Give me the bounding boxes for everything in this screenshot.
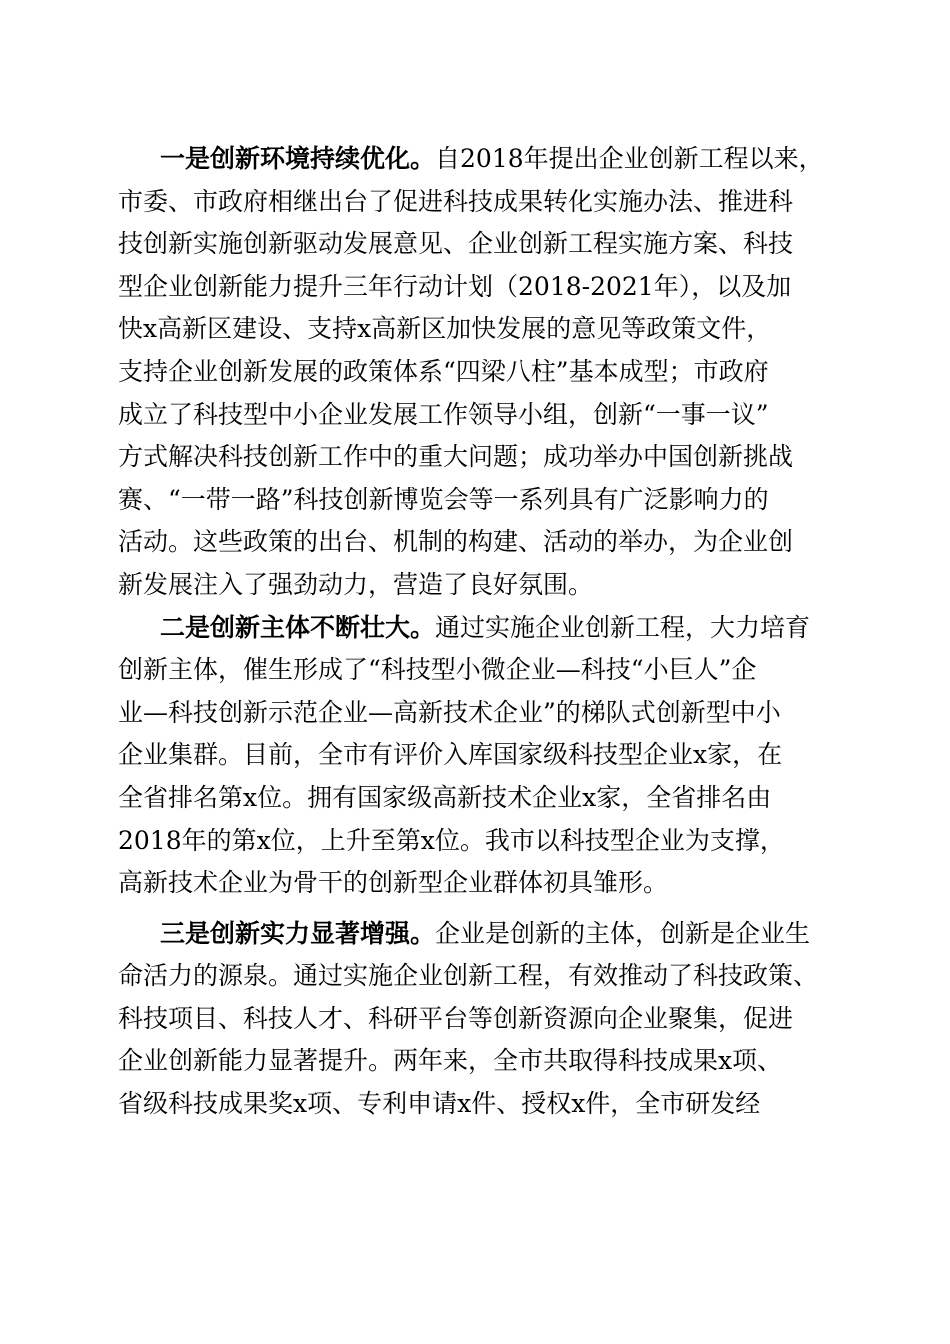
paragraph-innovation-environment <box>118 138 832 607</box>
paragraph-first-line <box>118 607 832 650</box>
paragraph-line: 赛、“一带一路”科技创新博览会等一系列具有广泛影响力的 <box>118 484 769 514</box>
paragraph-text: 通过实施企业创新工程，大力培育 <box>435 612 811 642</box>
paragraph-line: 活动。这些政策的出台、机制的构建、活动的举办，为企业创 <box>118 527 794 557</box>
paragraph-line: 成立了科技型中小企业发展工作领导小组，创新“一事一议” <box>118 399 769 429</box>
paragraph-line: 科技项目、科技人才、科研平台等创新资源向企业聚集，促进 <box>118 1003 794 1033</box>
paragraph-line: 创新主体，催生形成了“科技型小微企业—科技“小巨人”企 <box>118 655 757 685</box>
paragraph-innovation-subjects <box>118 607 832 905</box>
paragraph-line: 快x高新区建设、支持x高新区加快发展的意见等政策文件， <box>118 314 772 344</box>
paragraph-line: 业—科技创新示范企业—高新技术企业”的梯队式创新型中小 <box>118 697 781 727</box>
paragraph-line: 市委、市政府相继出台了促进科技成果转化实施办法、推进科 <box>118 186 794 216</box>
paragraph-heading: 三是创新实力显著增强。 <box>160 918 436 948</box>
paragraph-first-line <box>118 913 832 956</box>
paragraph-line: 企业集群。目前，全市有评价入库国家级科技型企业x家，在 <box>118 740 783 770</box>
paragraph-line: 企业创新能力显著提升。两年来，全市共取得科技成果x项、 <box>118 1046 783 1076</box>
paragraph-line: 命活力的源泉。通过实施企业创新工程，有效推动了科技政策、 <box>118 961 819 991</box>
paragraph-line: 省级科技成果奖x项、专利申请x件、授权x件，全市研发经 <box>118 1089 761 1119</box>
paragraph-text: 企业是创新的主体，创新是企业生 <box>435 918 811 948</box>
paragraph-heading: 一是创新环境持续优化。 <box>160 144 436 173</box>
document-body <box>118 138 832 1126</box>
paragraph-first-line <box>118 138 832 181</box>
paragraph-line: 2018年的第x位，上升至第x位。我市以科技型企业为支撑， <box>118 825 785 855</box>
paragraph-text: 自2018年提出企业创新工程以来， <box>435 144 824 173</box>
paragraph-line: 全省排名第x位。拥有国家级高新技术企业x家，全省排名由 <box>118 782 772 812</box>
paragraph-innovation-strength <box>118 913 832 1126</box>
paragraph-line: 型企业创新能力提升三年行动计划（2018-2021年），以及加 <box>118 271 792 301</box>
paragraph-line: 技创新实施创新驱动发展意见、企业创新工程实施方案、科技 <box>118 229 794 259</box>
paragraph-line: 新发展注入了强劲动力，营造了良好氛围。 <box>118 569 594 599</box>
paragraph-line: 高新技术企业为骨干的创新型企业群体初具雏形。 <box>118 868 669 898</box>
paragraph-heading: 二是创新主体不断壮大。 <box>160 612 436 642</box>
paragraph-line: 方式解决科技创新工作中的重大问题；成功举办中国创新挑战 <box>118 442 794 472</box>
paragraph-line: 支持企业创新发展的政策体系“四梁八柱”基本成型；市政府 <box>118 356 769 386</box>
